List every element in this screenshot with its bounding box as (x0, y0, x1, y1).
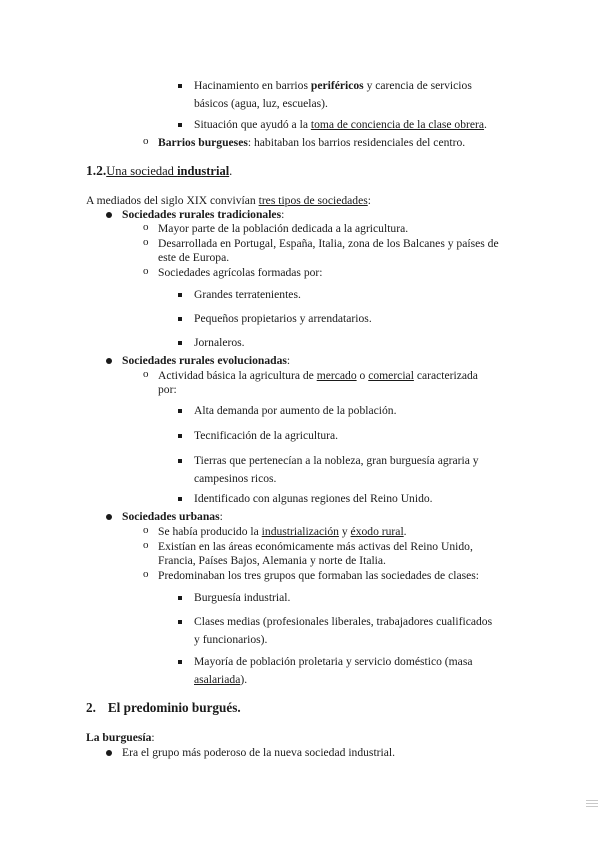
list-item: Mayoría de población proletaria y servicio doméstico (masa (194, 655, 473, 668)
page-corner-mark (586, 800, 598, 809)
bold-text: periféricos (310, 79, 364, 92)
heading-text: Una sociedad industrial (106, 164, 230, 178)
list-item: Mayor parte de la población dedicada a la agricultura. (158, 222, 409, 235)
underlined-term: comercial (368, 369, 414, 382)
heading-text: El predominio burgués. (107, 700, 241, 715)
bold-text: La burguesía (86, 731, 152, 744)
list-item (122, 510, 223, 524)
circle-bullet-icon: o (143, 221, 149, 233)
list-item: Pequeños propietarios y arrendatarios. (194, 312, 372, 325)
circle-bullet-icon: o (143, 368, 149, 380)
list-item (122, 354, 290, 368)
list-item: Burguesía industrial. (194, 591, 291, 604)
square-bullet-icon (178, 84, 182, 88)
circle-bullet-icon: o (143, 524, 149, 536)
square-bullet-icon (178, 434, 182, 438)
bold-text: Sociedades rurales evolucionadas (122, 354, 287, 367)
section-heading (86, 701, 241, 715)
list-item: Identificado con algunas regiones del Reino Unido. (194, 492, 433, 505)
circle-bullet-icon: o (143, 568, 149, 580)
square-bullet-icon (178, 459, 182, 463)
list-item: Clases medias (profesionales liberales, trabajadores cualificados (194, 615, 493, 628)
text: : (281, 208, 285, 221)
section-heading (86, 164, 232, 178)
square-bullet-icon (178, 497, 182, 501)
bold-text: Barrios burgueses (158, 136, 248, 149)
bold-text: Sociedades urbanas (122, 510, 220, 523)
text: . (229, 164, 233, 178)
list-item: Existían en las áreas económicamente más activas del Reino Unido, (158, 540, 473, 553)
text: Hacinamiento en barrios (194, 79, 311, 92)
text: ). (240, 673, 248, 686)
circle-bullet-icon: o (143, 539, 149, 551)
disc-bullet-icon (106, 358, 112, 364)
square-bullet-icon (178, 293, 182, 297)
list-item (194, 79, 472, 93)
text: Se había producido la (158, 525, 262, 538)
disc-bullet-icon (106, 750, 112, 756)
list-item (122, 208, 284, 222)
underlined-term: mercado (316, 369, 357, 382)
text: Situación que ayudó a la (194, 118, 311, 131)
intro-paragraph (86, 194, 371, 208)
text: caracterizada (413, 369, 478, 382)
square-bullet-icon (178, 317, 182, 321)
disc-bullet-icon (106, 514, 112, 520)
underlined-term: asalariada (194, 673, 241, 686)
text: y carencia de servicios (363, 79, 472, 92)
square-bullet-icon (178, 596, 182, 600)
text: A mediados del siglo XIX convivían (86, 194, 259, 207)
list-item (194, 118, 487, 132)
list-item-continuation: este de Europa. (158, 251, 230, 264)
underlined-term: éxodo rural (350, 525, 404, 538)
list-item: Tecnificación de la agricultura. (194, 429, 339, 442)
list-item-continuation: Francia, Países Bajos, Alemania y norte de Italia. (158, 554, 386, 567)
underlined-term: toma de conciencia de la clase obrera (310, 118, 485, 131)
text: Actividad básica la agricultura de (158, 369, 317, 382)
text: : (367, 194, 371, 207)
square-bullet-icon (178, 409, 182, 413)
section-number: 1.2. (86, 163, 107, 178)
disc-bullet-icon (106, 212, 112, 218)
list-item (158, 369, 478, 383)
text: : habitaban los barrios residenciales del centro. (247, 136, 466, 149)
list-item: Jornaleros. (194, 336, 245, 349)
list-item (158, 525, 407, 539)
list-item-continuation: campesinos ricos. (194, 472, 277, 485)
circle-bullet-icon: o (143, 265, 149, 277)
list-item: Desarrollada en Portugal, España, Italia, zona de los Balcanes y países de (158, 237, 499, 250)
underlined-term: tres tipos de sociedades (258, 194, 368, 207)
text: y (338, 525, 351, 538)
subheading (86, 731, 155, 745)
list-item: Tierras que pertenecían a la nobleza, gran burguesía agraria y (194, 454, 479, 467)
list-item: Sociedades agrícolas formadas por: (158, 266, 323, 279)
text: : (286, 354, 291, 367)
bold-text: Sociedades rurales tradicionales (122, 208, 282, 221)
list-item: Alta demanda por aumento de la población. (194, 404, 397, 417)
list-item (158, 136, 465, 150)
list-item: Grandes terratenientes. (194, 288, 301, 301)
circle-bullet-icon: o (143, 236, 149, 248)
square-bullet-icon (178, 660, 182, 664)
list-item: Era el grupo más poderoso de la nueva sociedad industrial. (122, 746, 396, 759)
square-bullet-icon (178, 341, 182, 345)
text: : (219, 510, 223, 523)
underlined-term: industrialización (261, 525, 339, 538)
circle-bullet-icon: o (143, 135, 149, 147)
section-number: 2. (86, 700, 96, 715)
list-item: Predominaban los tres grupos que formaban las sociedades de clases: (158, 569, 479, 582)
list-item-continuation: básicos (agua, luz, escuelas). (194, 97, 328, 110)
text: . (403, 525, 407, 538)
square-bullet-icon (178, 620, 182, 624)
list-item-continuation: por: (158, 383, 177, 396)
text: . (484, 118, 487, 131)
list-item-continuation: y funcionarios). (194, 633, 268, 646)
text: o (356, 369, 369, 382)
list-item-continuation (194, 673, 247, 687)
text: : (151, 731, 155, 744)
square-bullet-icon (178, 123, 182, 127)
